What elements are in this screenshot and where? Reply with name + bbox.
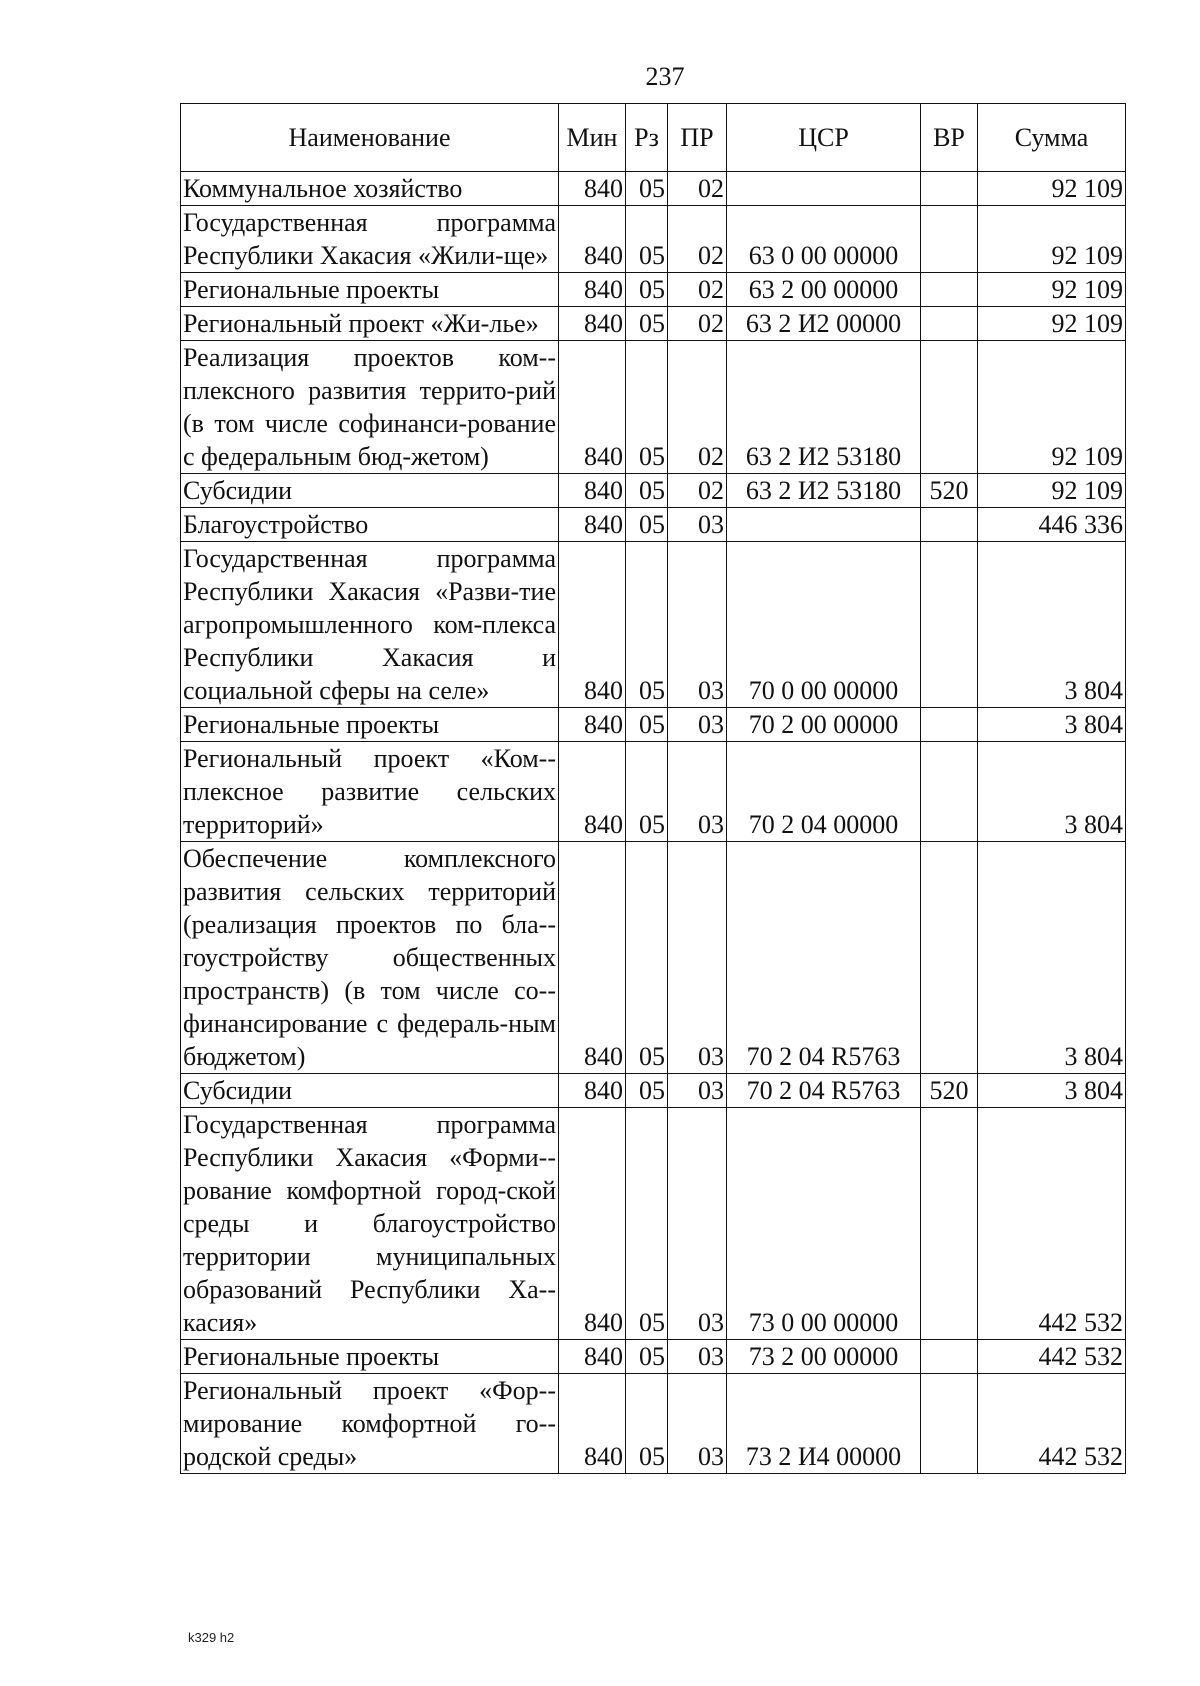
row-min: 840 bbox=[559, 842, 626, 1074]
row-vr: 520 bbox=[921, 1074, 978, 1108]
row-pr: 03 bbox=[668, 708, 727, 742]
row-pr: 03 bbox=[668, 742, 727, 842]
header-sum: Сумма bbox=[978, 104, 1126, 172]
row-csr: 63 0 00 00000 bbox=[727, 206, 921, 273]
row-min: 840 bbox=[559, 1108, 626, 1340]
row-csr bbox=[727, 508, 921, 542]
row-sum: 3 804 bbox=[978, 742, 1126, 842]
row-pr: 02 bbox=[668, 172, 727, 206]
table-row bbox=[181, 508, 1126, 542]
header-pr: ПР bbox=[668, 104, 727, 172]
row-sum: 446 336 bbox=[978, 508, 1126, 542]
row-rz: 05 bbox=[626, 341, 668, 474]
row-vr bbox=[921, 172, 978, 206]
table-row bbox=[181, 474, 1126, 508]
row-vr bbox=[921, 341, 978, 474]
table-row bbox=[181, 206, 1126, 273]
row-sum: 3 804 bbox=[978, 842, 1126, 1074]
row-pr: 03 bbox=[668, 1340, 727, 1374]
row-csr bbox=[727, 172, 921, 206]
row-min: 840 bbox=[559, 742, 626, 842]
row-min: 840 bbox=[559, 172, 626, 206]
row-vr bbox=[921, 307, 978, 341]
row-rz: 05 bbox=[626, 542, 668, 708]
row-rz: 05 bbox=[626, 1108, 668, 1340]
row-rz: 05 bbox=[626, 1074, 668, 1108]
footer-code: k329 h2 bbox=[188, 1630, 235, 1645]
row-csr: 63 2 00 00000 bbox=[727, 273, 921, 307]
row-sum: 92 109 bbox=[978, 273, 1126, 307]
row-min: 840 bbox=[559, 508, 626, 542]
header-name: Наименование bbox=[181, 104, 559, 172]
row-sum: 442 532 bbox=[978, 1340, 1126, 1374]
row-min: 840 bbox=[559, 1340, 626, 1374]
row-name: Региональные проекты bbox=[181, 1340, 559, 1374]
row-rz: 05 bbox=[626, 474, 668, 508]
row-vr bbox=[921, 508, 978, 542]
row-min: 840 bbox=[559, 542, 626, 708]
row-csr: 73 2 00 00000 bbox=[727, 1340, 921, 1374]
row-rz: 05 bbox=[626, 708, 668, 742]
row-vr bbox=[921, 842, 978, 1074]
row-name: Региональные проекты bbox=[181, 273, 559, 307]
row-csr: 63 2 И2 53180 bbox=[727, 341, 921, 474]
row-csr: 70 0 00 00000 bbox=[727, 542, 921, 708]
row-rz: 05 bbox=[626, 172, 668, 206]
row-pr: 02 bbox=[668, 206, 727, 273]
row-sum: 442 532 bbox=[978, 1374, 1126, 1474]
row-csr: 63 2 И2 00000 bbox=[727, 307, 921, 341]
row-vr: 520 bbox=[921, 474, 978, 508]
header-csr: ЦСР bbox=[727, 104, 921, 172]
row-csr: 73 0 00 00000 bbox=[727, 1108, 921, 1340]
row-name: Региональный проект «Жи-лье» bbox=[181, 307, 559, 341]
row-sum: 3 804 bbox=[978, 1074, 1126, 1108]
row-min: 840 bbox=[559, 273, 626, 307]
table-row bbox=[181, 1374, 1126, 1474]
row-name: Государственная программа Республики Хакасия «Форми-рование комфортной город-ской среды и благоустройство территории муниципальных образований Республики Ха-касия» bbox=[181, 1108, 559, 1340]
table-row bbox=[181, 842, 1126, 1074]
row-pr: 02 bbox=[668, 341, 727, 474]
page-number: 237 bbox=[645, 62, 685, 91]
row-min: 840 bbox=[559, 474, 626, 508]
row-vr bbox=[921, 542, 978, 708]
row-csr: 70 2 04 00000 bbox=[727, 742, 921, 842]
table-row bbox=[181, 1074, 1126, 1108]
row-min: 840 bbox=[559, 341, 626, 474]
row-name: Региональный проект «Фор-мирование комфортной го-родской среды» bbox=[181, 1374, 559, 1474]
row-sum: 92 109 bbox=[978, 474, 1126, 508]
table-row bbox=[181, 1340, 1126, 1374]
row-name: Коммунальное хозяйство bbox=[181, 172, 559, 206]
row-pr: 03 bbox=[668, 842, 727, 1074]
row-csr: 70 2 04 R5763 bbox=[727, 842, 921, 1074]
row-name: Субсидии bbox=[181, 1074, 559, 1108]
table-row bbox=[181, 542, 1126, 708]
table-row bbox=[181, 708, 1126, 742]
header-vr: ВР bbox=[921, 104, 978, 172]
row-sum: 3 804 bbox=[978, 542, 1126, 708]
row-csr: 70 2 04 R5763 bbox=[727, 1074, 921, 1108]
row-name: Субсидии bbox=[181, 474, 559, 508]
table-row bbox=[181, 307, 1126, 341]
row-pr: 03 bbox=[668, 542, 727, 708]
row-rz: 05 bbox=[626, 1374, 668, 1474]
row-vr bbox=[921, 708, 978, 742]
row-sum: 92 109 bbox=[978, 206, 1126, 273]
row-rz: 05 bbox=[626, 206, 668, 273]
row-rz: 05 bbox=[626, 1340, 668, 1374]
row-pr: 02 bbox=[668, 307, 727, 341]
row-name: Региональный проект «Ком-плексное развитие сельских территорий» bbox=[181, 742, 559, 842]
row-sum: 92 109 bbox=[978, 341, 1126, 474]
header-rz: Рз bbox=[626, 104, 668, 172]
row-sum: 92 109 bbox=[978, 172, 1126, 206]
row-rz: 05 bbox=[626, 842, 668, 1074]
row-name: Обеспечение комплексного развития сельских территорий (реализация проектов по бла-гоустройству общественных пространств) (в том числе со-финансирование с федераль-ным бюджетом) bbox=[181, 842, 559, 1074]
row-min: 840 bbox=[559, 1074, 626, 1108]
row-sum: 92 109 bbox=[978, 307, 1126, 341]
row-name: Региональные проекты bbox=[181, 708, 559, 742]
row-min: 840 bbox=[559, 307, 626, 341]
row-vr bbox=[921, 1340, 978, 1374]
row-rz: 05 bbox=[626, 307, 668, 341]
table-row bbox=[181, 742, 1126, 842]
row-rz: 05 bbox=[626, 273, 668, 307]
table-row bbox=[181, 1108, 1126, 1340]
table-header-row bbox=[181, 104, 1126, 172]
table-row bbox=[181, 341, 1126, 474]
row-pr: 02 bbox=[668, 474, 727, 508]
table-row bbox=[181, 273, 1126, 307]
row-vr bbox=[921, 206, 978, 273]
row-pr: 03 bbox=[668, 508, 727, 542]
row-name: Благоустройство bbox=[181, 508, 559, 542]
row-sum: 442 532 bbox=[978, 1108, 1126, 1340]
row-vr bbox=[921, 1108, 978, 1340]
row-vr bbox=[921, 273, 978, 307]
row-min: 840 bbox=[559, 1374, 626, 1474]
row-csr: 73 2 И4 00000 bbox=[727, 1374, 921, 1474]
row-vr bbox=[921, 742, 978, 842]
row-pr: 02 bbox=[668, 273, 727, 307]
row-rz: 05 bbox=[626, 742, 668, 842]
row-pr: 03 bbox=[668, 1074, 727, 1108]
header-min: Мин bbox=[559, 104, 626, 172]
row-name: Реализация проектов ком-плексного развития террито-рий (в том числе софинанси-рование с федеральным бюд-жетом) bbox=[181, 341, 559, 474]
row-vr bbox=[921, 1374, 978, 1474]
budget-table bbox=[180, 103, 1126, 1474]
row-min: 840 bbox=[559, 206, 626, 273]
row-pr: 03 bbox=[668, 1374, 727, 1474]
row-min: 840 bbox=[559, 708, 626, 742]
row-csr: 70 2 00 00000 bbox=[727, 708, 921, 742]
row-csr: 63 2 И2 53180 bbox=[727, 474, 921, 508]
row-pr: 03 bbox=[668, 1108, 727, 1340]
table-row bbox=[181, 172, 1126, 206]
row-sum: 3 804 bbox=[978, 708, 1126, 742]
row-name: Государственная программа Республики Хакасия «Разви-тие агропромышленного ком-плекса Республики Хакасия и социальной сферы на селе» bbox=[181, 542, 559, 708]
row-name: Государственная программа Республики Хакасия «Жили-ще» bbox=[181, 206, 559, 273]
row-rz: 05 bbox=[626, 508, 668, 542]
